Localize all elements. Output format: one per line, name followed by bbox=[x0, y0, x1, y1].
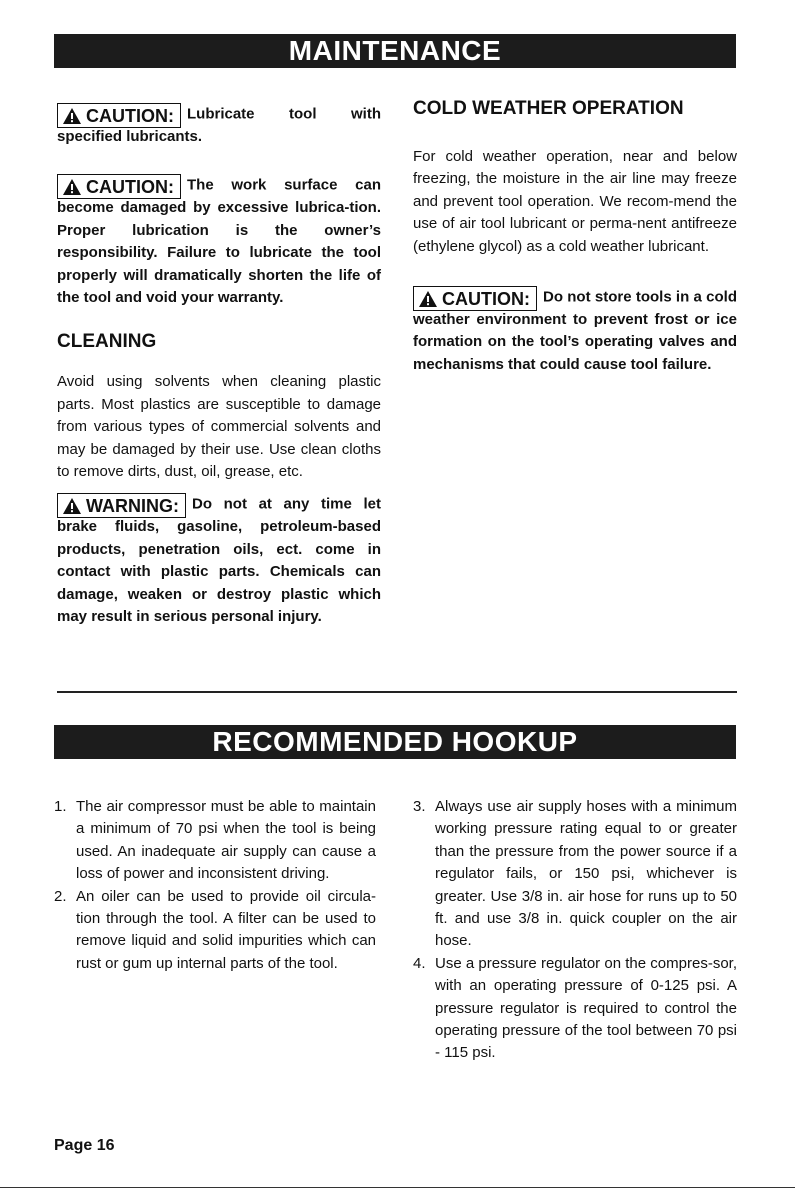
list-item-text: An oiler can be used to provide oil circula-tion through the tool. A filter can be used to remove liquid and solid impurities which can rust or gum up internal parts of the tool. bbox=[76, 887, 376, 972]
warning-triangle-icon bbox=[418, 290, 438, 308]
cold-weather-heading: COLD WEATHER OPERATION bbox=[413, 98, 684, 119]
caution-label: CAUTION: bbox=[86, 177, 174, 198]
list-item bbox=[413, 796, 737, 953]
cleaning-text: Avoid using solvents when cleaning plastic parts. Most plastics are susceptible to damage from various types of commercial solvents and may be damaged by their use. Use clean cloths to remove dirts, dust, oil, grease, etc. bbox=[57, 373, 381, 481]
maintenance-title: MAINTENANCE bbox=[288, 35, 502, 66]
cold-weather-text: For cold weather operation, near and below freezing, the moisture in the air line may freeze and prevent tool operation. We recom-mend the use of air tool lubricant or perma-nent antifreeze (ethylene glycol) as a cold weather lubricant. bbox=[413, 148, 737, 255]
caution-label: CAUTION: bbox=[442, 289, 530, 310]
left-column bbox=[57, 101, 381, 629]
caution-text: Lubricate tool with specified lubricants. bbox=[57, 105, 381, 145]
list-item-text: Always use air supply hoses with a minimum working pressure rating equal to or greater than the pressure from the power source if a regulator fails, or 150 psi, whichever is greater. Use 3/8 in. air hose for runs up to 50 ft. and use 3/8 in. quick coupler on the air hose. bbox=[435, 798, 737, 950]
cleaning-heading: CLEANING bbox=[57, 331, 157, 353]
list-item-text: Use a pressure regulator on the compres-sor, with an operating pressure of 0-125 psi. A pressure regulator is required to control the operating pressure of the tool between 70 psi - 115 psi. bbox=[435, 954, 737, 1062]
hookup-right-column bbox=[413, 796, 737, 1065]
list-item-number: 1. bbox=[54, 798, 67, 815]
list-item bbox=[54, 796, 376, 886]
bottom-rule bbox=[0, 1187, 795, 1188]
caution-label-box bbox=[57, 174, 181, 199]
warning-triangle-icon bbox=[62, 497, 82, 515]
section-divider bbox=[57, 691, 737, 693]
warning-plastic bbox=[57, 491, 381, 628]
list-item-text: The air compressor must be able to maintain a minimum of 70 psi when the tool is being used. An inadequate air supply can cause a loss of power and inconsistent driving. bbox=[76, 798, 376, 883]
list-item-number: 2. bbox=[54, 887, 67, 905]
caution-cold-storage bbox=[413, 284, 737, 376]
caution-label: CAUTION: bbox=[86, 106, 174, 126]
warning-label-box bbox=[57, 493, 186, 518]
caution-label-box bbox=[413, 286, 537, 311]
caution-text: The work surface can become damaged by excessive lubrica-tion. Proper lubrication is the owner’s responsibility. Failure to lubricate the tool properly will dramatically shorten the life of the tool and void your warranty. bbox=[57, 177, 381, 307]
list-item-number: 3. bbox=[413, 798, 426, 815]
hookup-banner bbox=[54, 725, 736, 759]
hookup-left-column bbox=[54, 796, 376, 975]
caution-lubricate bbox=[57, 101, 381, 148]
list-item bbox=[413, 953, 737, 1065]
warning-text: Do not at any time let brake fluids, gasoline, petroleum-based products, penetration oils, ect. come in contact with plastic parts. Chemicals can damage, weaken or destroy plastic which may result in serious personal injury. bbox=[57, 496, 381, 626]
caution-label-box bbox=[57, 103, 181, 128]
list-item-number: 4. bbox=[413, 954, 426, 972]
warning-label: WARNING: bbox=[86, 496, 179, 517]
list-item bbox=[54, 886, 376, 976]
right-column bbox=[413, 98, 737, 376]
maintenance-banner bbox=[54, 34, 736, 68]
page-number: Page 16 bbox=[54, 1137, 115, 1154]
caution-text: Do not store tools in a cold weather environment to prevent frost or ice formation on the tool’s operating valves and mechanisms that could cause tool failure. bbox=[413, 288, 737, 373]
hookup-title: RECOMMENDED HOOKUP bbox=[212, 726, 578, 757]
warning-triangle-icon bbox=[62, 178, 82, 196]
caution-work-surface bbox=[57, 172, 381, 309]
warning-triangle-icon bbox=[62, 107, 82, 125]
